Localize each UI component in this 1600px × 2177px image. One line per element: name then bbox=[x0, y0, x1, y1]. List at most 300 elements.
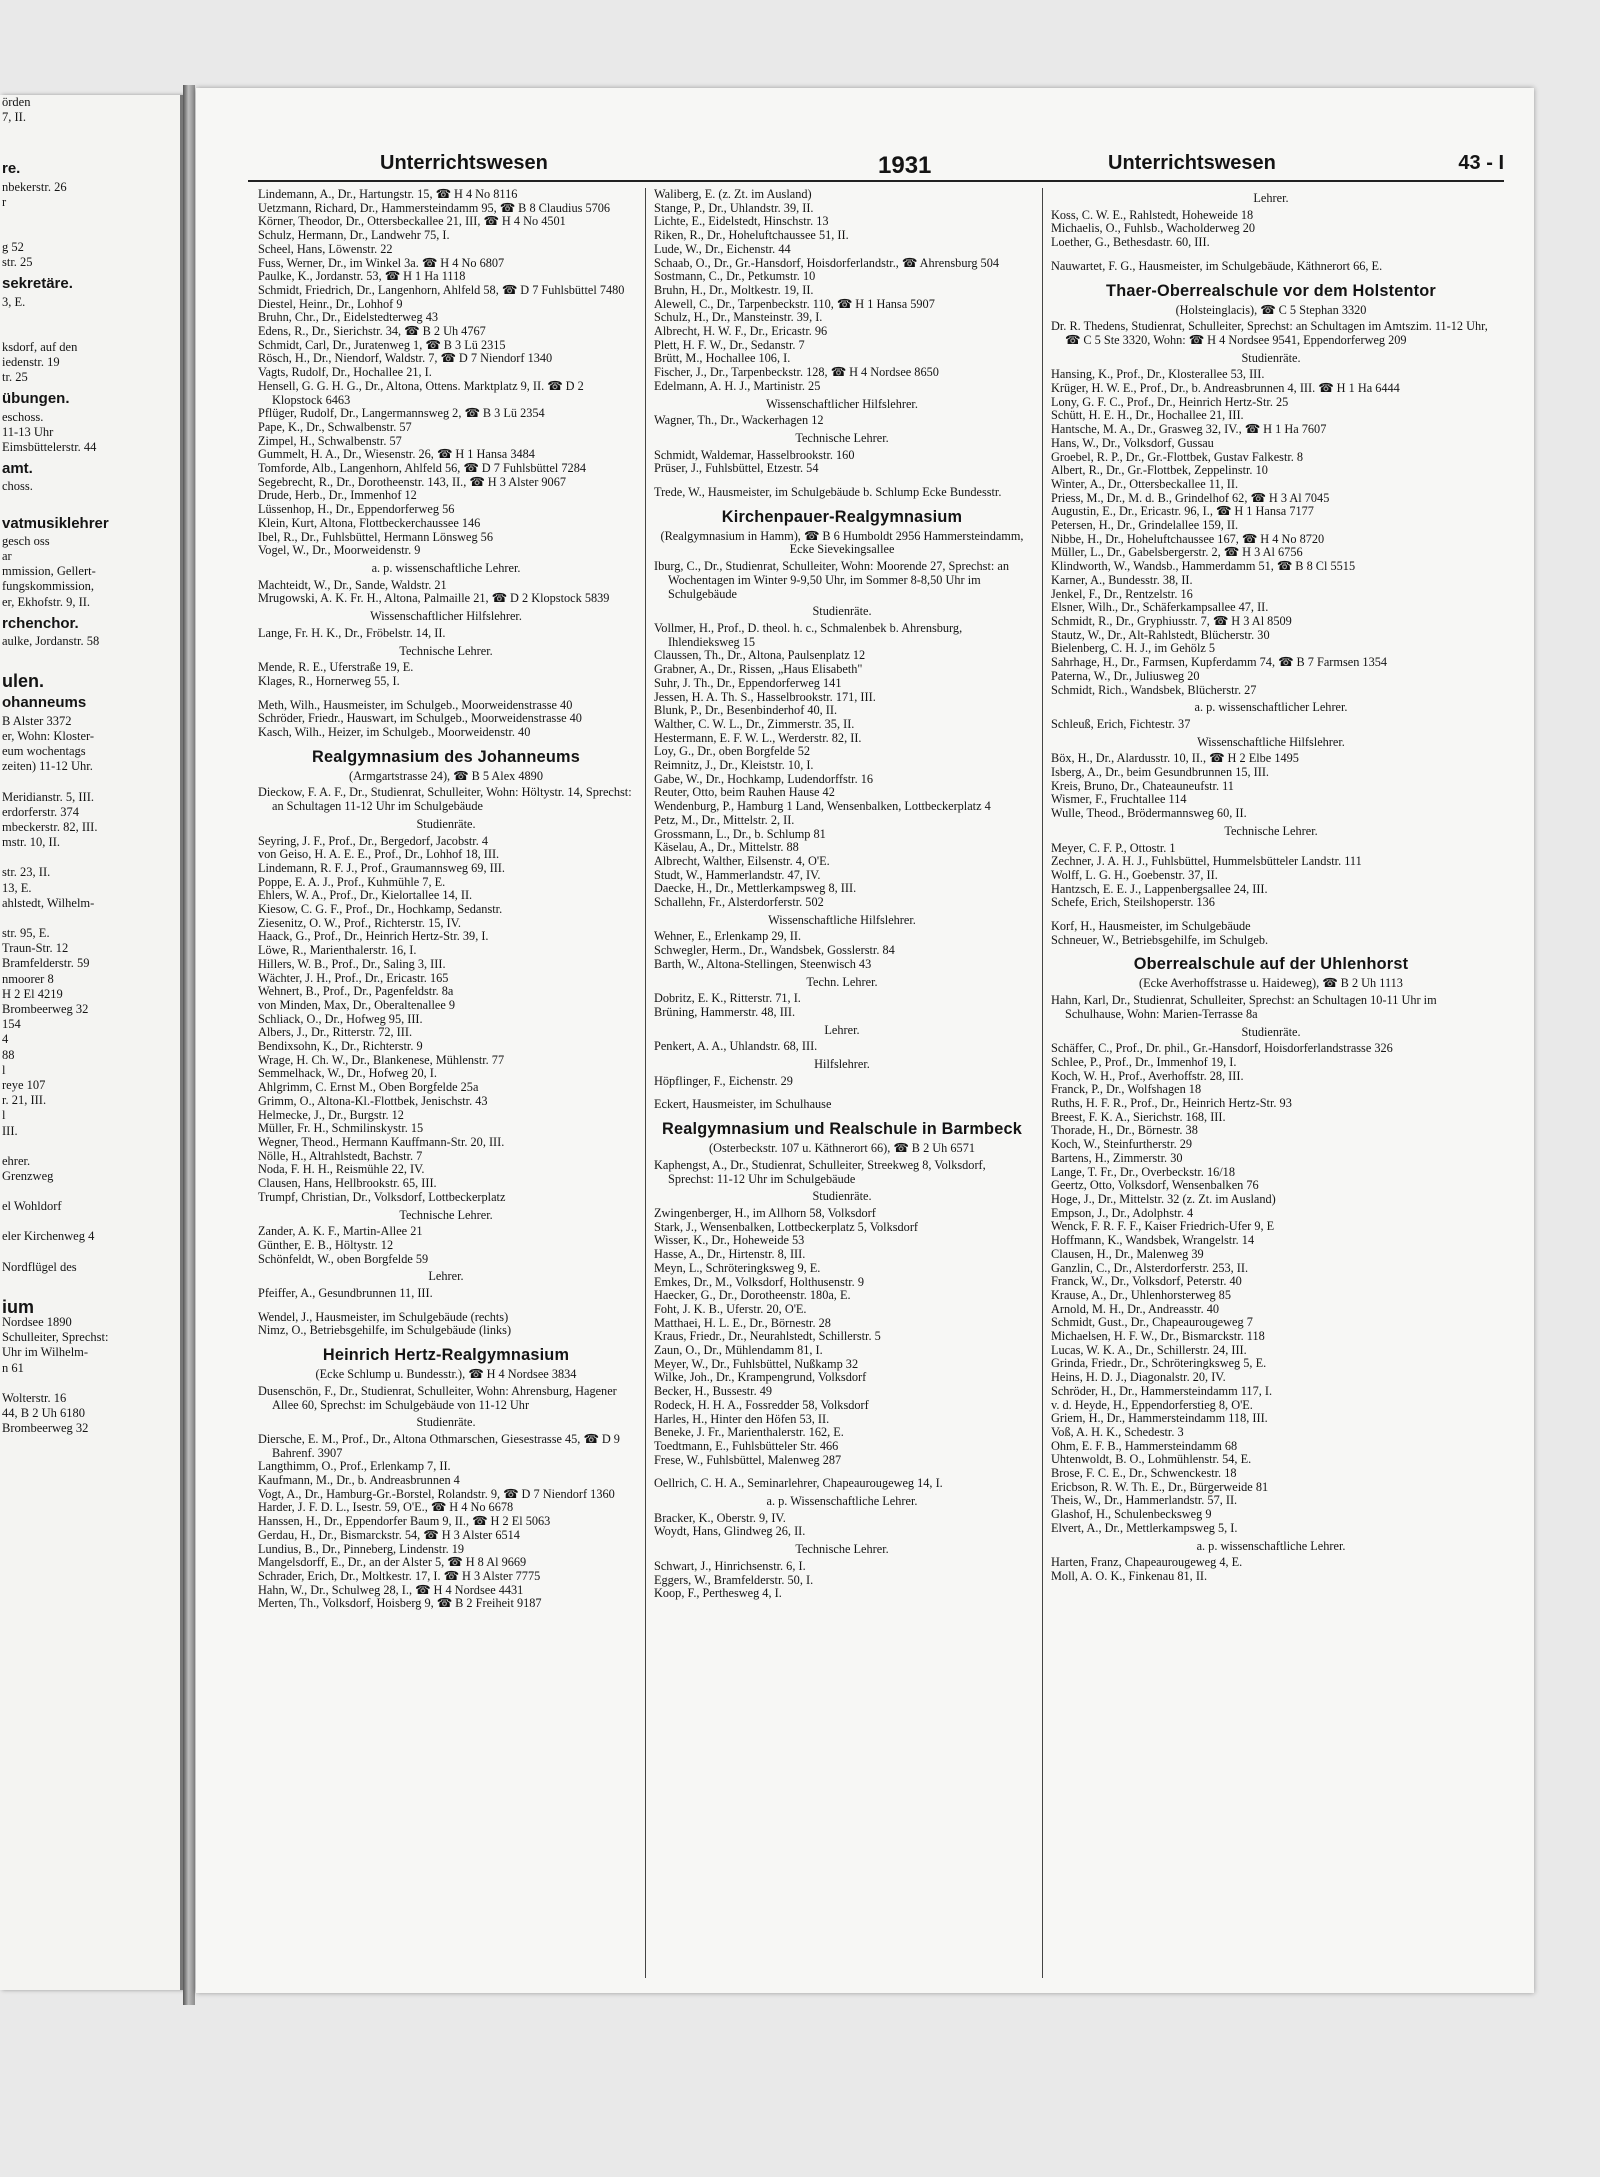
directory-entry: Heins, H. D. J., Diagonalstr. 20, IV. bbox=[1051, 1370, 1226, 1385]
fragment-line: str. 95, E. bbox=[2, 925, 50, 940]
column-3 bbox=[1051, 188, 1491, 1988]
directory-entry: Seyring, J. F., Prof., Dr., Bergedorf, Jacobstr. 4 bbox=[258, 833, 489, 848]
section-subheading: Wissenschaftlicher Hilfslehrer. bbox=[370, 609, 522, 624]
section-subheading: a. p. wissenschaftliche Lehrer. bbox=[1196, 1538, 1346, 1553]
directory-entry: Vogel, W., Dr., Moorweidenstr. 9 bbox=[258, 543, 421, 558]
directory-entry: Paulke, K., Jordanstr. 53, ☎ H 1 Ha 1118 bbox=[258, 269, 466, 284]
directory-entry: Nauwartet, F. G., Hausmeister, im Schulgebäude, Käthnerort 66, E. bbox=[1051, 258, 1383, 273]
directory-entry: Mrugowski, A. K. Fr. H., Altona, Palmaille 21, ☎ D 2 Klopstock 5839 bbox=[258, 591, 610, 606]
directory-entry: Meyer, W., Dr., Fuhlsbüttel, Nußkamp 32 bbox=[654, 1356, 859, 1371]
column-rule bbox=[1042, 188, 1043, 1978]
directory-entry: Pape, K., Dr., Schwalbenstr. 57 bbox=[258, 419, 412, 434]
spacer bbox=[0, 1139, 180, 1154]
directory-entry: Pfeiffer, A., Gesundbrunnen 11, III. bbox=[258, 1286, 433, 1301]
directory-entry: Sostmann, C., Dr., Petkumstr. 10 bbox=[654, 269, 816, 284]
directory-entry: Empson, J., Dr., Adolphstr. 4 bbox=[1051, 1205, 1194, 1220]
page-number: 43 - I bbox=[1458, 152, 1504, 174]
directory-entry: Pflüger, Rudolf, Dr., Langermannsweg 2, ☎ B 3 Lü 2354 bbox=[258, 406, 545, 421]
directory-entry: von Geiso, H. A. E. E., Prof., Dr., Lohhof 18, III. bbox=[258, 847, 500, 862]
directory-entry: Ehlers, W. A., Prof., Dr., Kielortallee 14, II. bbox=[258, 888, 473, 903]
fragment-heading: amt. bbox=[2, 460, 33, 478]
directory-entry: Albert, R., Dr., Gr.-Flottbek, Zeppelinstr. 10 bbox=[1051, 463, 1268, 478]
directory-entry: Moll, A. O. K., Finkenau 81, II. bbox=[1051, 1568, 1208, 1583]
directory-entry: Clausen, H., Dr., Malenweg 39 bbox=[1051, 1246, 1204, 1261]
spacer bbox=[0, 649, 180, 664]
directory-entry: Gummelt, H. A., Dr., Wiesenstr. 26, ☎ H 1 Hansa 3484 bbox=[258, 447, 535, 462]
directory-entry: Michaelis, O., Fuhlsb., Wacholderweg 20 bbox=[1051, 221, 1256, 236]
fragment-line: n 61 bbox=[2, 1360, 24, 1375]
directory-entry: Diestel, Heinr., Dr., Lohhof 9 bbox=[258, 296, 403, 311]
directory-entry: Wendenburg, P., Hamburg 1 Land, Wensenbalken, Lottbeckerplatz 4 bbox=[654, 799, 991, 814]
school-heading: Kirchenpauer-Realgymnasium bbox=[721, 507, 963, 526]
fragment-line: mstr. 10, II. bbox=[2, 835, 60, 850]
fragment-line: er, Ekhofstr. 9, II. bbox=[2, 594, 91, 609]
fragment-line: reye 107 bbox=[2, 1077, 46, 1092]
section-subheading: Lehrer. bbox=[1253, 191, 1289, 205]
directory-entry: Groebel, R. P., Dr., Gr.-Flottbek, Gustav Falkestr. 8 bbox=[1051, 449, 1304, 464]
fragment-heading: vatmusiklehrer bbox=[2, 514, 109, 532]
section-subheading: Studienräte. bbox=[416, 1415, 476, 1430]
directory-entry: Brose, F. C. E., Dr., Schwenckestr. 18 bbox=[1051, 1466, 1237, 1481]
directory-entry: Arnold, M. H., Dr., Andreasstr. 40 bbox=[1051, 1301, 1220, 1316]
running-head-year: 1931 bbox=[878, 152, 932, 179]
directory-entry: Wendel, J., Hausmeister, im Schulgebäude (rechts) bbox=[258, 1309, 509, 1324]
section-subheading: Wissenschaftliche Hilfslehrer. bbox=[1197, 734, 1345, 749]
spacer bbox=[0, 1376, 180, 1391]
section-subheading: Studienräte. bbox=[1241, 1024, 1301, 1039]
directory-entry: Krause, A., Dr., Uhlenhorsterweg 85 bbox=[1051, 1287, 1231, 1302]
directory-entry: Gabe, W., Dr., Hochkamp, Ludendorffstr. 16 bbox=[654, 771, 874, 786]
directory-entry: Helmecke, J., Dr., Burgstr. 12 bbox=[258, 1107, 404, 1122]
directory-entry: Kaufmann, M., Dr., b. Andreasbrunnen 4 bbox=[258, 1473, 460, 1488]
section-subheading: Studienräte. bbox=[812, 1189, 872, 1204]
directory-entry: Zaun, O., Dr., Mühlendamm 81, I. bbox=[654, 1343, 823, 1358]
directory-entry: Fischer, J., Dr., Tarpenbeckstr. 128, ☎ H 4 Nordsee 8650 bbox=[654, 365, 939, 380]
section-subheading: Lehrer. bbox=[428, 1269, 464, 1284]
directory-entry: Korf, H., Hausmeister, im Schulgebäude bbox=[1051, 919, 1251, 934]
fragment-line: ar bbox=[2, 549, 12, 564]
directory-entry: Vagts, Rudolf, Dr., Hochallee 21, I. bbox=[258, 365, 432, 380]
fragment-line: mmission, Gellert- bbox=[2, 564, 96, 579]
fragment-heading: sekretäre. bbox=[2, 275, 73, 293]
fragment-line: 11-13 Uhr bbox=[2, 424, 54, 439]
directory-entry: Wächter, J. H., Prof., Dr., Ericastr. 165 bbox=[258, 970, 449, 985]
directory-entry: Hoffmann, K., Wandsbek, Wrangelstr. 14 bbox=[1051, 1233, 1255, 1248]
directory-entry: Prüser, J., Fuhlsbüttel, Etzestr. 54 bbox=[654, 461, 819, 476]
spacer bbox=[0, 225, 180, 240]
directory-entry: Geertz, Otto, Volksdorf, Wensenbalken 76 bbox=[1051, 1178, 1259, 1193]
directory-entry: Dusenschön, F., Dr., Studienrat, Schulleiter, Wohn: Ahrensburg, Hagener Allee 60, Sprechst: im Schulgebäude von 11-12 Uhr bbox=[258, 1383, 617, 1412]
directory-entry: Bielenberg, C. H. J., im Gehölz 5 bbox=[1051, 641, 1216, 656]
directory-entry: Priess, M., Dr., M. d. B., Grindelhof 62, ☎ H 3 Al 7045 bbox=[1051, 490, 1330, 505]
fragment-line: r bbox=[2, 194, 7, 209]
fragment-line: gesch oss bbox=[2, 533, 50, 548]
fragment-line: str. 25 bbox=[2, 255, 33, 270]
directory-entry: von Minden, Max, Dr., Oberaltenallee 9 bbox=[258, 997, 456, 1012]
fragment-line: Brombeerweg 32 bbox=[2, 1421, 89, 1436]
directory-entry: Brüning, Hammerstr. 48, III. bbox=[654, 1004, 796, 1019]
fragment-line: nmoorer 8 bbox=[2, 971, 54, 986]
column-rule bbox=[645, 188, 646, 1978]
directory-entry: Bendixsohn, K., Dr., Richterstr. 9 bbox=[258, 1039, 423, 1054]
directory-entry: Voß, A. H. K., Schedestr. 3 bbox=[1051, 1424, 1184, 1439]
fragment-line: ehrer. bbox=[2, 1153, 31, 1168]
directory-entry: Stark, J., Wensenbalken, Lottbeckerplatz 5, Volksdorf bbox=[654, 1219, 919, 1234]
fragment-heading: ulen. bbox=[2, 671, 45, 692]
fragment-line: str. 23, II. bbox=[2, 865, 51, 880]
book-gutter bbox=[183, 85, 195, 2005]
directory-entry: v. d. Heyde, H., Eppendorferstieg 8, O'E. bbox=[1051, 1397, 1253, 1412]
directory-entry: Schefe, Erich, Steilshoperstr. 136 bbox=[1051, 895, 1215, 910]
directory-entry: Kreis, Bruno, Dr., Chateauneufstr. 11 bbox=[1051, 778, 1234, 793]
fragment-line: g 52 bbox=[2, 240, 24, 255]
fragment-line: Schulleiter, Sprechst: bbox=[2, 1330, 109, 1345]
fragment-line: 88 bbox=[2, 1047, 15, 1062]
directory-entry: Ohm, E. F. B., Hammersteindamm 68 bbox=[1051, 1438, 1238, 1453]
section-subheading: Lehrer. bbox=[824, 1022, 860, 1037]
directory-entry: Schneuer, W., Betriebsgehilfe, im Schulgeb. bbox=[1051, 932, 1269, 947]
directory-entry: Penkert, A. A., Uhlandstr. 68, III. bbox=[654, 1039, 818, 1054]
directory-entry: Theis, W., Dr., Hammerlandstr. 57, II. bbox=[1051, 1493, 1238, 1508]
directory-entry: Matthaei, H. L. E., Dr., Börnestr. 28 bbox=[654, 1315, 831, 1330]
spacer bbox=[0, 310, 180, 325]
fragment-heading: rchenchor. bbox=[2, 614, 79, 632]
directory-entry: Edelmann, A. H. J., Martinistr. 25 bbox=[654, 378, 821, 393]
directory-entry: Wilke, Joh., Dr., Krampengrund, Volksdorf bbox=[654, 1370, 867, 1385]
fragment-line: Uhr im Wilhelm- bbox=[2, 1345, 89, 1360]
directory-entry: Ahlgrimm, C. Ernst M., Oben Borgfelde 25a bbox=[258, 1080, 479, 1095]
directory-entry: Schwart, J., Hinrichsenstr. 6, I. bbox=[654, 1558, 806, 1573]
directory-entry: Nimz, O., Betriebsgehilfe, im Schulgebäude (links) bbox=[258, 1323, 512, 1338]
directory-entry: Jenkel, F., Dr., Rentzelstr. 16 bbox=[1051, 586, 1193, 601]
section-subheading: Technische Lehrer. bbox=[399, 1207, 493, 1222]
spacer bbox=[0, 1214, 180, 1229]
directory-entry: Meyn, L., Schröteringksweg 9, E. bbox=[654, 1260, 821, 1275]
spacer bbox=[0, 325, 180, 340]
directory-entry: Koch, W., Steinfurtherstr. 29 bbox=[1051, 1137, 1193, 1152]
directory-entry: Frese, W., Fuhlsbüttel, Malenweg 287 bbox=[654, 1452, 842, 1467]
directory-entry: Wrage, H. Ch. W., Dr., Blankenese, Mühlenstr. 77 bbox=[258, 1052, 505, 1067]
directory-entry: Thorade, H., Dr., Börnestr. 38 bbox=[1051, 1123, 1198, 1138]
directory-entry: Michaelsen, H. F. W., Dr., Bismarckstr. 118 bbox=[1051, 1329, 1265, 1344]
directory-entry: Schrader, Erich, Dr., Moltkestr. 17, I. ☎ H 3 Alster 7775 bbox=[258, 1568, 541, 1583]
directory-entry: Schmidt, Rich., Wandsbek, Blücherstr. 27 bbox=[1051, 682, 1257, 697]
directory-entry: Klindworth, W., Wandsb., Hammerdamm 51, ☎ B 8 Cl 5515 bbox=[1051, 559, 1356, 574]
directory-entry: Drude, Herb., Dr., Immenhof 12 bbox=[258, 488, 417, 503]
directory-entry: Hensell, G. G. H. G., Dr., Altona, Ottens. Marktplatz 9, II. ☎ D 2 Klopstock 6463 bbox=[258, 378, 584, 407]
directory-entry: Albrecht, H. W. F., Dr., Ericastr. 96 bbox=[654, 324, 828, 339]
directory-entry: Schwegler, Herm., Dr., Wandsbek, Gosslerstr. 84 bbox=[654, 943, 895, 958]
directory-entry: Schulz, H., Dr., Mansteinstr. 39, I. bbox=[654, 310, 823, 325]
directory-entry: Albrecht, Walther, Eilsenstr. 4, O'E. bbox=[654, 853, 830, 868]
directory-entry: Wismer, F., Fruchtallee 114 bbox=[1051, 792, 1187, 807]
directory-entry: Wisser, K., Dr., Hoheweide 53 bbox=[654, 1233, 805, 1248]
fragment-line: Traun-Str. 12 bbox=[2, 941, 69, 956]
directory-entry: Hestermann, E. F. W. L., Werderstr. 82, II. bbox=[654, 730, 862, 745]
directory-entry: Löwe, R., Marienthalerstr. 16, I. bbox=[258, 943, 417, 958]
directory-entry: Zechner, J. A. H. J., Fuhlsbüttel, Hummelsbütteler Landstr. 111 bbox=[1051, 854, 1362, 869]
directory-entry: Toedtmann, E., Fuhlsbütteler Str. 466 bbox=[654, 1438, 839, 1453]
directory-entry: Böx, H., Dr., Alardusstr. 10, II., ☎ H 2 Elbe 1495 bbox=[1051, 751, 1299, 766]
spacer bbox=[0, 1245, 180, 1260]
directory-entry: Nibbe, H., Dr., Hoheluftchaussee 167, ☎ H 4 No 8720 bbox=[1051, 531, 1325, 546]
directory-entry: Clausen, Hans, Hellbrookstr. 65, III. bbox=[258, 1176, 437, 1191]
directory-entry: Klages, R., Hornerweg 55, I. bbox=[258, 673, 400, 688]
directory-entry: Studt, W., Hammerlandstr. 47, IV. bbox=[654, 867, 821, 882]
directory-entry: Mangelsdorff, E., Dr., an der Alster 5, ☎ H 8 Al 9669 bbox=[258, 1555, 527, 1570]
directory-entry: Ibel, R., Dr., Fuhlsbüttel, Hermann Lönsweg 56 bbox=[258, 529, 493, 544]
directory-entry: Albers, J., Dr., Ritterstr. 72, III. bbox=[258, 1025, 413, 1040]
directory-entry: Schallehn, Fr., Alsterdorferstr. 502 bbox=[654, 895, 824, 910]
fragment-line: III. bbox=[2, 1123, 18, 1138]
directory-entry: Schröder, H., Dr., Hammersteindamm 117, I. bbox=[1051, 1383, 1273, 1398]
directory-entry: Barth, W., Altona-Stellingen, Steenwisch 43 bbox=[654, 956, 872, 971]
directory-entry: Grimm, O., Altona-Kl.-Flottbek, Jenischstr. 43 bbox=[258, 1093, 488, 1108]
directory-entry: Franck, P., Dr., Wolfshagen 18 bbox=[1051, 1082, 1202, 1097]
directory-entry: Vollmer, H., Prof., D. theol. h. c., Schmalenbek b. Ahrensburg, Ihlendieksweg 15 bbox=[654, 620, 963, 649]
directory-entry: Schlee, P., Prof., Dr., Immenhof 19, I. bbox=[1051, 1054, 1237, 1069]
fragment-heading: ium bbox=[2, 1296, 35, 1317]
directory-entry: Schütt, H. E. H., Dr., Hochallee 21, III. bbox=[1051, 408, 1244, 423]
directory-entry: Eggers, W., Bramfelderstr. 50, I. bbox=[654, 1572, 814, 1587]
directory-entry: Eckert, Hausmeister, im Schulhause bbox=[654, 1097, 832, 1112]
directory-entry: Wegner, Theod., Hermann Kauffmann-Str. 20, III. bbox=[258, 1135, 505, 1149]
fragment-line: örden bbox=[2, 95, 31, 109]
directory-entry: Dobritz, E. K., Ritterstr. 71, I. bbox=[654, 991, 801, 1006]
directory-entry: Hansing, K., Prof., Dr., Klosterallee 53, III. bbox=[1051, 367, 1265, 382]
directory-entry: Becker, H., Bussestr. 49 bbox=[654, 1384, 773, 1399]
directory-entry: Ericbson, R. W. Th. E., Dr., Bürgerweide 81 bbox=[1051, 1479, 1269, 1494]
directory-entry: Trumpf, Christian, Dr., Volksdorf, Lottbeckerplatz bbox=[258, 1189, 506, 1204]
directory-entry: Uhtenwoldt, B. O., Lohmühlenstr. 54, E. bbox=[1051, 1452, 1252, 1467]
directory-entry: Schaab, O., Dr., Gr.-Hansdorf, Hoisdorferlandstr., ☎ Ahrensburg 504 bbox=[654, 255, 1000, 270]
running-head-right: Unterrichtswesen bbox=[1108, 152, 1276, 174]
fragment-line: erdorferstr. 374 bbox=[2, 804, 80, 819]
directory-entry: Wenck, F. R. F. F., Kaiser Friedrich-Ufer 9, E bbox=[1051, 1219, 1275, 1234]
directory-entry: Diersche, E. M., Prof., Dr., Altona Othmarschen, Giesestrasse 45, ☎ D 9 Bahrenf. 3907 bbox=[258, 1431, 620, 1460]
directory-entry: Beneke, J. Fr., Marienthalerstr. 162, E. bbox=[654, 1425, 844, 1440]
fragment-line: Meridianstr. 5, III. bbox=[2, 789, 94, 804]
directory-entry: Bartens, H., Zimmerstr. 30 bbox=[1051, 1150, 1183, 1165]
section-subheading: Wissenschaftlicher Hilfslehrer. bbox=[766, 396, 918, 411]
directory-entry: Schmidt, R., Dr., Gryphiusstr. 7, ☎ H 3 Al 8509 bbox=[1051, 613, 1292, 628]
section-subheading: (Armgartstrasse 24), ☎ B 5 Alex 4890 bbox=[349, 768, 543, 783]
directory-entry: Breest, F. K. A., Sierichstr. 168, III. bbox=[1051, 1109, 1226, 1124]
directory-entry: Suhr, J. Th., Dr., Eppendorferweg 141 bbox=[654, 675, 842, 690]
fragment-line: nbekerstr. 26 bbox=[2, 179, 67, 194]
school-heading: Heinrich Hertz-Realgymnasium bbox=[322, 1346, 570, 1365]
section-subheading: (Holsteinglacis), ☎ C 5 Stephan 3320 bbox=[1175, 302, 1367, 317]
directory-entry: Riken, R., Dr., Hoheluftchaussee 51, II. bbox=[654, 228, 849, 243]
fragment-line: ahlstedt, Wilhelm- bbox=[2, 895, 95, 910]
section-subheading: a. p. Wissenschaftliche Lehrer. bbox=[766, 1494, 918, 1509]
fragment-line: B Alster 3372 bbox=[2, 713, 72, 728]
section-subheading: Technische Lehrer. bbox=[399, 643, 493, 658]
fragment-line: 3, E. bbox=[2, 294, 26, 309]
spacer bbox=[0, 210, 180, 225]
fragment-line: tr. 25 bbox=[2, 370, 28, 385]
section-subheading: (Osterbeckstr. 107 u. Käthnerort 66), ☎ B 2 Uh 6571 bbox=[709, 1141, 975, 1156]
directory-entry: Meth, Wilh., Hausmeister, im Schulgeb., Moorweidenstrasse 40 bbox=[258, 697, 573, 712]
directory-entry: Oellrich, C. H. A., Seminarlehrer, Chapeaurougeweg 14, I. bbox=[654, 1476, 943, 1491]
directory-entry: Elvert, A., Dr., Mettlerkampsweg 5, I. bbox=[1051, 1520, 1238, 1535]
directory-entry: Bruhn, H., Dr., Moltkestr. 19, II. bbox=[654, 282, 814, 297]
directory-entry: Zander, A. K. F., Martin-Allee 21 bbox=[258, 1224, 423, 1239]
directory-entry: Langthimm, O., Prof., Erlenkamp 7, II. bbox=[258, 1459, 451, 1474]
directory-entry: Kaphengst, A., Dr., Studienrat, Schulleiter, Streekweg 8, Volksdorf, Sprechst: 11-12 Uhr im Schulgebäude bbox=[654, 1157, 986, 1186]
directory-entry: Günther, E. B., Höltystr. 12 bbox=[258, 1237, 394, 1252]
spacer bbox=[0, 140, 180, 155]
directory-entry: Alewell, C., Dr., Tarpenbeckstr. 110, ☎ H 1 Hansa 5907 bbox=[654, 296, 935, 311]
fragment-line: Nordflügel des bbox=[2, 1259, 77, 1274]
directory-entry: Gerdau, H., Dr., Bismarckstr. 54, ☎ H 3 Alster 6514 bbox=[258, 1527, 520, 1542]
directory-entry: Grinda, Friedr., Dr., Schröteringksweg 5, E. bbox=[1051, 1356, 1267, 1371]
directory-entry: Loether, G., Bethesdastr. 60, III. bbox=[1051, 235, 1210, 250]
fragment-line: zeiten) 11-12 Uhr. bbox=[2, 759, 93, 774]
directory-entry: Klein, Kurt, Altona, Flottbeckerchaussee 146 bbox=[258, 515, 481, 530]
directory-entry: Ruths, H. F. R., Prof., Dr., Heinrich Hertz-Str. 93 bbox=[1051, 1096, 1292, 1111]
section-subheading: Technische Lehrer. bbox=[795, 430, 889, 445]
directory-entry: Reimnitz, J., Dr., Kleiststr. 10, I. bbox=[654, 758, 814, 773]
directory-entry: Loy, G., Dr., oben Borgfelde 52 bbox=[654, 744, 811, 759]
directory-entry: Lucas, W. K. A., Dr., Schillerstr. 24, III. bbox=[1051, 1342, 1247, 1357]
directory-entry: Claussen, Th., Dr., Altona, Paulsenplatz 12 bbox=[654, 648, 866, 663]
directory-entry: Semmelhack, W., Dr., Hofweg 20, I. bbox=[258, 1066, 437, 1081]
directory-entry: Brütt, M., Hochallee 106, I. bbox=[654, 351, 791, 366]
spacer bbox=[0, 125, 180, 140]
directory-entry: Walther, C. W. L., Dr., Zimmerstr. 35, II. bbox=[654, 716, 855, 731]
fragment-heading: übungen. bbox=[2, 390, 70, 408]
directory-entry: Lange, Fr. H. K., Dr., Fröbelstr. 14, II. bbox=[258, 625, 446, 640]
directory-entry: Höpflinger, F., Eichenstr. 29 bbox=[654, 1073, 793, 1088]
directory-entry: Ziesenitz, O. W., Prof., Richterstr. 15, IV. bbox=[258, 915, 461, 930]
directory-entry: Karner, A., Bundesstr. 38, II. bbox=[1051, 572, 1193, 587]
directory-entry: Trede, W., Hausmeister, im Schulgebäude b. Schlump Ecke Bundesstr. bbox=[654, 485, 1002, 500]
directory-entry: Müller, L., Dr., Gabelsbergerstr. 2, ☎ H 3 Al 6756 bbox=[1051, 545, 1303, 560]
directory-entry: Hahn, W., Dr., Schulweg 28, I., ☎ H 4 Nordsee 4431 bbox=[258, 1582, 524, 1597]
directory-entry: Stautz, W., Dr., Alt-Rahlstedt, Blücherstr. 30 bbox=[1051, 627, 1270, 642]
directory-entry: Noda, F. H. H., Reismühle 22, IV. bbox=[258, 1162, 425, 1177]
directory-entry: Zimpel, H., Schwalbenstr. 57 bbox=[258, 433, 402, 448]
directory-entry: Fuss, Werner, Dr., im Winkel 3a. ☎ H 4 No 6807 bbox=[258, 255, 505, 270]
fragment-line: Grenzweg bbox=[2, 1168, 54, 1183]
section-subheading: Studienräte. bbox=[1241, 350, 1301, 365]
directory-entry: Hanssen, H., Dr., Eppendorfer Baum 9, II., ☎ H 2 El 5063 bbox=[258, 1514, 551, 1529]
directory-entry: Kraus, Friedr., Dr., Neurahlstedt, Schillerstr. 5 bbox=[654, 1329, 881, 1344]
directory-entry: Dieckow, F. A. F., Dr., Studienrat, Schulleiter, Wohn: Höltystr. 14, Sprechst: an Schultagen 11-12 Uhr im Schulgebäude bbox=[258, 785, 632, 814]
fragment-line: eschoss. bbox=[2, 409, 44, 424]
fragment-line: Wolterstr. 16 bbox=[2, 1390, 67, 1405]
directory-entry: Wulle, Theod., Brödermannsweg 60, II. bbox=[1051, 806, 1247, 821]
fragment-line: 13, E. bbox=[2, 880, 32, 895]
fragment-line: 44, B 2 Uh 6180 bbox=[2, 1406, 85, 1420]
directory-entry: Rösch, H., Dr., Niendorf, Waldstr. 7, ☎ D 7 Niendorf 1340 bbox=[258, 351, 553, 366]
directory-entry: Bracker, K., Oberstr. 9, IV. bbox=[654, 1510, 786, 1525]
directory-entry: Blunk, P., Dr., Besenbinderhof 40, II. bbox=[654, 703, 838, 718]
directory-entry: Foht, J. K. B., Uferstr. 20, O'E. bbox=[654, 1301, 807, 1316]
directory-entry: Schröder, Friedr., Hauswart, im Schulgeb., Moorweidenstrasse 40 bbox=[258, 711, 582, 726]
school-heading: Oberrealschule auf der Uhlenhorst bbox=[1133, 955, 1409, 974]
directory-entry: Schmidt, Carl, Dr., Juratenweg 1, ☎ B 3 Lü 2315 bbox=[258, 337, 506, 352]
directory-entry: Schleuß, Erich, Fichtestr. 37 bbox=[1051, 716, 1191, 731]
previous-page-fragment bbox=[0, 95, 183, 1990]
section-subheading: Technische Lehrer. bbox=[1224, 823, 1318, 838]
directory-entry: Lindemann, R. F. J., Prof., Graumannsweg 69, III. bbox=[258, 860, 505, 875]
directory-entry: Wolff, L. G. H., Goebenstr. 37, II. bbox=[1051, 867, 1218, 882]
directory-entry: Franck, W., Dr., Volksdorf, Peterstr. 40 bbox=[1051, 1274, 1242, 1289]
directory-entry: Harder, J. F. D. L., Isestr. 59, O'E., ☎ H 4 No 6678 bbox=[258, 1500, 514, 1515]
school-heading: Thaer-Oberrealschule vor dem Holstentor bbox=[1106, 281, 1436, 300]
section-subheading: Studienräte. bbox=[416, 816, 476, 831]
directory-entry: Scheel, Hans, Löwenstr. 22 bbox=[258, 241, 393, 256]
directory-entry: Machteidt, W., Dr., Sande, Waldstr. 21 bbox=[258, 577, 447, 592]
directory-entry: Merten, Th., Volksdorf, Hoisberg 9, ☎ B 2 Freiheit 9187 bbox=[258, 1596, 542, 1611]
directory-entry: Rodeck, H. H. A., Fossredder 58, Volksdorf bbox=[654, 1397, 869, 1412]
directory-entry: Haack, G., Prof., Dr., Heinrich Hertz-Str. 39, I. bbox=[258, 929, 489, 944]
section-subheading: Studienräte. bbox=[812, 604, 872, 619]
fragment-line: ksdorf, auf den bbox=[2, 339, 78, 354]
school-heading: Realgymnasium und Realschule in Barmbeck bbox=[662, 1120, 1022, 1139]
directory-entry: Jessen, H. A. Th. S., Hasselbrookstr. 171, III. bbox=[654, 689, 876, 704]
directory-page bbox=[196, 88, 1534, 1993]
directory-entry: Hoge, J., Dr., Mittelstr. 32 (z. Zt. im Ausland) bbox=[1051, 1192, 1276, 1206]
directory-entry: Segebrecht, R., Dr., Dorotheenstr. 143, II., ☎ H 3 Alster 9067 bbox=[258, 474, 567, 489]
directory-entry: Schulz, Hermann, Dr., Landwehr 75, I. bbox=[258, 228, 450, 243]
directory-entry: Vogt, A., Dr., Hamburg-Gr.-Borstel, Rolandstr. 9, ☎ D 7 Niendorf 1360 bbox=[258, 1486, 615, 1501]
directory-entry: Woydt, Hans, Glindweg 26, II. bbox=[654, 1524, 806, 1539]
fragment-line: H 2 El 4219 bbox=[2, 986, 63, 1001]
directory-entry: Schmidt, Gust., Dr., Chapeaurougeweg 7 bbox=[1051, 1315, 1253, 1330]
directory-entry: Daecke, H., Dr., Mettlerkampsweg 8, III. bbox=[654, 881, 857, 896]
directory-entry: Winter, A., Dr., Ottersbeckallee 11, II. bbox=[1051, 476, 1239, 491]
section-subheading: Techn. Lehrer. bbox=[806, 974, 878, 989]
fragment-line: eler Kirchenweg 4 bbox=[2, 1229, 95, 1244]
section-subheading: Wissenschaftliche Hilfslehrer. bbox=[768, 912, 916, 927]
spacer bbox=[0, 911, 180, 926]
directory-entry: Harten, Franz, Chapeaurougeweg 4, E. bbox=[1051, 1555, 1243, 1570]
directory-entry: Ganzlin, C., Dr., Alsterdorferstr. 253, II. bbox=[1051, 1260, 1249, 1275]
directory-entry: Wagner, Th., Dr., Wackerhagen 12 bbox=[654, 413, 824, 428]
directory-entry: Hasse, A., Dr., Hirtenstr. 8, III. bbox=[654, 1247, 806, 1262]
directory-entry: Petersen, H., Dr., Grindelallee 159, II. bbox=[1051, 518, 1239, 533]
directory-entry: Lange, T. Fr., Dr., Overbeckstr. 16/18 bbox=[1051, 1164, 1235, 1179]
section-subheading: (Ecke Schlump u. Bundesstr.), ☎ H 4 Nordsee 3834 bbox=[315, 1367, 577, 1382]
directory-entry: Stange, P., Dr., Uhlandstr. 39, II. bbox=[654, 200, 814, 215]
directory-entry: Hans, W., Dr., Volksdorf, Gussau bbox=[1051, 435, 1214, 450]
fragment-line: mbeckerstr. 82, III. bbox=[2, 819, 98, 834]
directory-entry: Lindemann, A., Dr., Hartungstr. 15, ☎ H 4 No 8116 bbox=[258, 188, 518, 201]
fragment-line: Eimsbüttelerstr. 44 bbox=[2, 440, 97, 455]
spacer bbox=[0, 1184, 180, 1199]
directory-entry: Kasch, Wilh., Heizer, im Schulgeb., Moorweidenstr. 40 bbox=[258, 725, 531, 740]
fragment-line: l bbox=[2, 1062, 6, 1077]
directory-entry: Hantsche, M. A., Dr., Grasweg 32, IV., ☎ H 1 Ha 7607 bbox=[1051, 422, 1327, 437]
fragment-line: Bramfelderstr. 59 bbox=[2, 956, 90, 971]
fragment-line: 154 bbox=[2, 1017, 21, 1032]
directory-entry: Grossmann, L., Dr., b. Schlump 81 bbox=[654, 826, 826, 841]
directory-entry: Schmidt, Waldemar, Hasselbrookstr. 160 bbox=[654, 447, 855, 462]
directory-entry: Koss, C. W. E., Rahlstedt, Hoheweide 18 bbox=[1051, 207, 1254, 222]
fragment-line: iedenstr. 19 bbox=[2, 355, 60, 370]
section-subheading: Hilfslehrer. bbox=[814, 1057, 870, 1072]
directory-entry: Reuter, Otto, beim Rauhen Hause 42 bbox=[654, 785, 835, 800]
school-heading: Realgymnasium des Johanneums bbox=[312, 747, 580, 766]
directory-entry: Hahn, Karl, Dr., Studienrat, Schulleiter, Sprechst: an Schultagen 10-11 Uhr im Schulhause, Wohn: Marien-Terrasse 8a bbox=[1051, 993, 1437, 1021]
directory-entry: Griem, H., Dr., Hammersteindamm 118, III. bbox=[1051, 1411, 1268, 1426]
directory-entry: Paterna, W., Dr., Juliusweg 20 bbox=[1051, 668, 1200, 683]
directory-entry: Hillers, W. B., Prof., Dr., Saling 3, III. bbox=[258, 956, 446, 971]
directory-entry: Wehnert, B., Prof., Dr., Pagenfeldstr. 8a bbox=[258, 984, 454, 999]
